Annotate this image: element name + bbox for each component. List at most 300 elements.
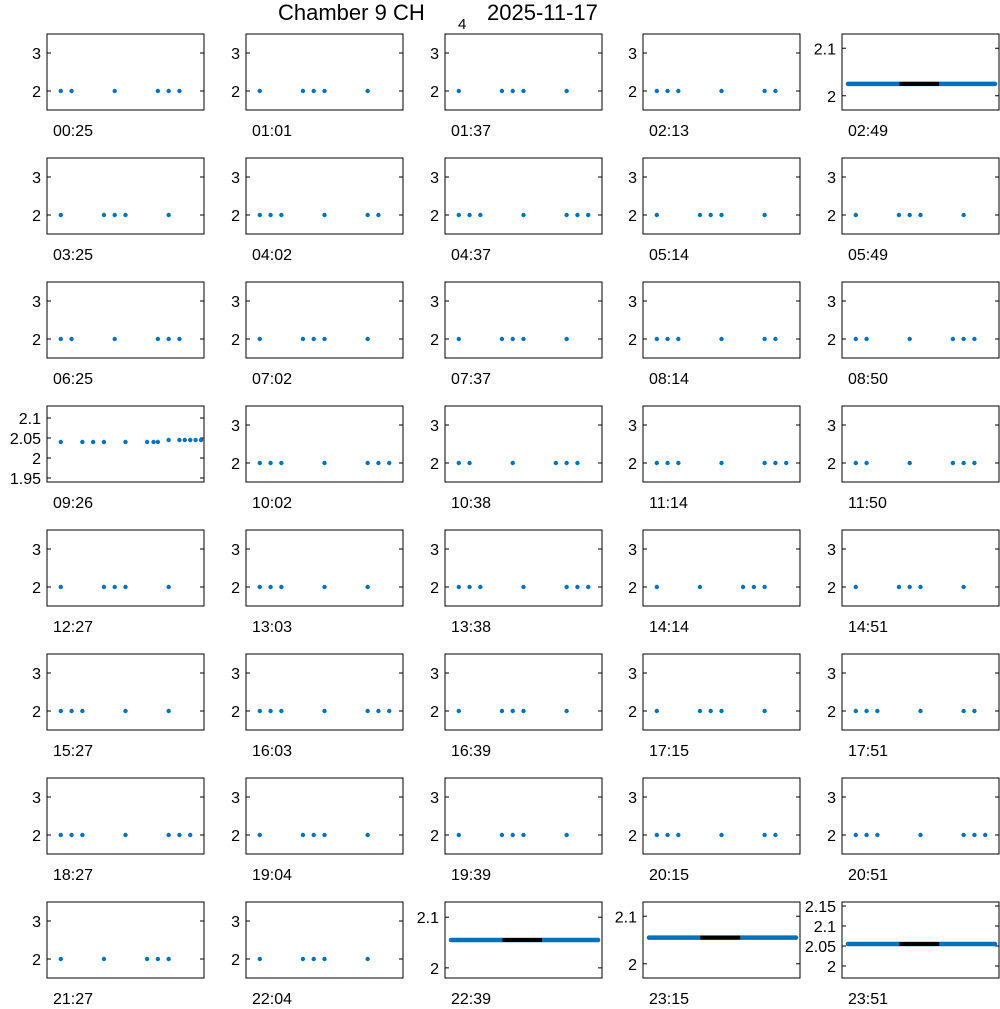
subplot-24: [628, 530, 800, 636]
data-point: [655, 461, 659, 465]
data-point: [123, 833, 127, 837]
y-tick-label: 2: [231, 828, 240, 845]
x-axis-label: 05:49: [848, 247, 889, 264]
subplot-18: [430, 406, 602, 512]
subplot-9: [628, 158, 800, 264]
y-tick-label: 3: [628, 790, 637, 807]
data-point: [312, 833, 316, 837]
data-point: [500, 89, 504, 93]
data-point: [719, 461, 723, 465]
y-tick-label: 2: [628, 580, 637, 597]
data-point: [897, 213, 901, 217]
subplot-27: [231, 654, 403, 760]
data-point: [655, 337, 659, 341]
data-point: [156, 440, 160, 444]
subplot-11: [32, 282, 204, 388]
data-point: [193, 438, 197, 442]
data-point: [762, 709, 766, 713]
subplot-31: [32, 778, 204, 884]
data-point: [312, 89, 316, 93]
y-tick-label: 3: [32, 294, 41, 311]
data-point: [258, 461, 262, 465]
data-point: [113, 89, 117, 93]
data-point: [102, 213, 106, 217]
y-tick-label: 3: [628, 294, 637, 311]
x-axis-label: 17:51: [848, 743, 889, 760]
y-tick-label: 2.1: [18, 411, 41, 428]
data-point: [586, 585, 590, 589]
data-point: [365, 833, 369, 837]
x-axis-label: 01:37: [451, 123, 492, 140]
data-point: [961, 337, 965, 341]
axes-box: [246, 158, 403, 234]
data-point: [961, 833, 965, 837]
subplot-38: [417, 902, 602, 1008]
data-point: [467, 461, 471, 465]
data-point: [457, 213, 461, 217]
y-tick-label: 2: [32, 84, 41, 101]
x-axis-label: 03:25: [53, 247, 94, 264]
data-point: [151, 440, 155, 444]
data-point: [951, 337, 955, 341]
data-point: [918, 213, 922, 217]
axes-box: [842, 282, 999, 358]
subplot-17: [231, 406, 403, 512]
subplot-23: [430, 530, 602, 636]
data-point: [80, 440, 84, 444]
y-tick-label: 3: [430, 294, 439, 311]
data-point: [322, 213, 326, 217]
axes-box: [842, 530, 999, 606]
data-point: [564, 833, 568, 837]
data-point: [854, 585, 858, 589]
data-point: [457, 585, 461, 589]
subplot-32: [231, 778, 403, 884]
y-tick-label: 3: [827, 666, 836, 683]
x-axis-label: 09:26: [53, 495, 94, 512]
y-tick-label: 2: [32, 451, 41, 468]
x-axis-label: 23:15: [649, 991, 690, 1008]
axes-box: [445, 654, 602, 730]
data-point: [575, 461, 579, 465]
y-tick-label: 3: [430, 666, 439, 683]
x-axis-label: 17:15: [649, 743, 690, 760]
y-tick-label: 2: [430, 208, 439, 225]
y-tick-label: 2: [827, 88, 836, 106]
x-axis-label: 22:04: [252, 991, 293, 1008]
data-point: [69, 337, 73, 341]
y-tick-label: 2: [827, 332, 836, 349]
data-point: [177, 89, 181, 93]
subplot-8: [430, 158, 602, 264]
data-point: [773, 833, 777, 837]
x-axis-label: 00:25: [53, 123, 94, 140]
data-point: [69, 833, 73, 837]
data-point: [166, 89, 170, 93]
subplot-14: [628, 282, 800, 388]
data-point: [762, 461, 766, 465]
subplot-22: [231, 530, 403, 636]
title-date: 2025-11-17: [487, 0, 598, 25]
subplot-16: [10, 406, 204, 512]
y-tick-label: 2: [628, 84, 637, 101]
y-tick-label: 3: [628, 46, 637, 63]
y-tick-label: 2.05: [9, 431, 41, 448]
x-axis-label: 04:02: [252, 247, 293, 264]
x-axis-label: 13:38: [451, 619, 492, 636]
data-point: [166, 957, 170, 961]
data-point: [478, 585, 482, 589]
data-point: [177, 337, 181, 341]
data-point: [951, 461, 955, 465]
data-point: [875, 833, 879, 837]
axes-box: [643, 406, 800, 482]
data-point: [676, 461, 680, 465]
data-point: [166, 213, 170, 217]
data-point: [511, 337, 515, 341]
data-point: [972, 461, 976, 465]
x-axis-label: 16:39: [451, 743, 492, 760]
data-point: [773, 89, 777, 93]
y-tick-label: 2: [827, 704, 836, 721]
data-point: [983, 833, 987, 837]
data-point: [762, 833, 766, 837]
data-point: [709, 709, 713, 713]
y-tick-label: 3: [32, 666, 41, 683]
subplot-12: [231, 282, 403, 388]
subplot-7: [231, 158, 403, 264]
data-point: [773, 337, 777, 341]
axes-box: [445, 158, 602, 234]
y-tick-label: 2: [32, 952, 41, 969]
y-tick-label: 2: [827, 456, 836, 473]
data-point: [59, 337, 63, 341]
y-tick-label: 3: [430, 790, 439, 807]
data-point: [279, 461, 283, 465]
data-point: [365, 89, 369, 93]
x-axis-label: 02:13: [649, 123, 690, 140]
data-point: [655, 585, 659, 589]
data-point: [59, 89, 63, 93]
axes-box: [246, 654, 403, 730]
y-tick-label: 3: [32, 914, 41, 931]
data-point: [177, 438, 181, 442]
data-point: [521, 709, 525, 713]
data-point: [123, 585, 127, 589]
data-point: [113, 213, 117, 217]
axes-box: [842, 406, 999, 482]
data-point: [676, 337, 680, 341]
data-point: [655, 89, 659, 93]
subplot-1: [32, 34, 204, 140]
subplot-26: [32, 654, 204, 760]
data-point: [166, 438, 170, 442]
data-point: [698, 213, 702, 217]
data-point: [199, 438, 203, 442]
y-tick-label: 3: [231, 790, 240, 807]
data-point: [741, 585, 745, 589]
y-tick-label: 3: [32, 46, 41, 63]
axes-box: [445, 530, 602, 606]
data-point: [258, 957, 262, 961]
data-point: [166, 337, 170, 341]
data-point: [91, 440, 95, 444]
subplot-36: [32, 902, 204, 1008]
x-axis-label: 12:27: [53, 619, 94, 636]
subplot-28: [430, 654, 602, 760]
x-axis-label: 07:02: [252, 371, 293, 388]
data-point: [511, 709, 515, 713]
y-tick-label: 2: [231, 332, 240, 349]
data-point: [322, 833, 326, 837]
axes-box: [246, 778, 403, 854]
y-tick-label: 3: [430, 170, 439, 187]
data-point: [467, 213, 471, 217]
data-point: [387, 461, 391, 465]
data-point: [575, 585, 579, 589]
data-point: [972, 709, 976, 713]
y-tick-label: 2: [32, 332, 41, 349]
data-point: [268, 213, 272, 217]
subplot-37: [231, 902, 403, 1008]
data-point: [123, 213, 127, 217]
data-point: [457, 89, 461, 93]
y-tick-label: 2: [628, 208, 637, 225]
data-point: [908, 337, 912, 341]
data-point: [156, 89, 160, 93]
data-point: [279, 585, 283, 589]
data-point: [918, 833, 922, 837]
data-point: [258, 833, 262, 837]
data-point: [59, 585, 63, 589]
data-point: [365, 213, 369, 217]
x-axis-label: 14:14: [649, 619, 690, 636]
data-point: [665, 833, 669, 837]
data-point: [719, 709, 723, 713]
x-axis-label: 08:50: [848, 371, 889, 388]
y-tick-label: 2: [628, 704, 637, 721]
y-tick-label: 2: [827, 208, 836, 225]
data-point: [322, 461, 326, 465]
data-point: [665, 337, 669, 341]
axes-box: [47, 902, 204, 978]
data-point: [784, 461, 788, 465]
data-point: [500, 337, 504, 341]
y-tick-label: 2: [827, 959, 836, 976]
data-point: [665, 89, 669, 93]
y-tick-label: 3: [430, 46, 439, 63]
subplot-5: [814, 34, 999, 140]
data-point: [719, 833, 723, 837]
data-point: [457, 461, 461, 465]
data-point: [511, 833, 515, 837]
data-point: [188, 438, 192, 442]
y-tick-label: 3: [827, 418, 836, 435]
data-point: [279, 709, 283, 713]
y-tick-label: 3: [32, 170, 41, 187]
y-tick-label: 2: [231, 84, 240, 101]
data-point: [918, 585, 922, 589]
subplot-13: [430, 282, 602, 388]
data-point: [521, 89, 525, 93]
y-tick-label: 3: [231, 666, 240, 683]
axes-box: [246, 34, 403, 110]
subplot-33: [430, 778, 602, 884]
data-point: [457, 337, 461, 341]
y-tick-label: 3: [827, 294, 836, 311]
y-tick-label: 3: [231, 46, 240, 63]
data-point: [322, 337, 326, 341]
data-point: [521, 833, 525, 837]
data-point: [478, 213, 482, 217]
x-axis-label: 15:27: [53, 743, 94, 760]
data-point: [762, 89, 766, 93]
axes-box: [445, 778, 602, 854]
data-point: [908, 213, 912, 217]
x-axis-label: 20:51: [848, 867, 889, 884]
y-tick-label: 2: [430, 828, 439, 845]
y-tick-label: 2.05: [804, 939, 836, 956]
data-point: [301, 957, 305, 961]
data-point: [554, 461, 558, 465]
y-tick-label: 2: [628, 956, 637, 974]
y-tick-label: 2: [430, 580, 439, 597]
data-point: [500, 709, 504, 713]
data-point: [102, 440, 106, 444]
data-point: [365, 337, 369, 341]
data-point: [521, 337, 525, 341]
axes-box: [643, 654, 800, 730]
data-point: [500, 833, 504, 837]
data-point: [59, 833, 63, 837]
y-tick-label: 3: [430, 418, 439, 435]
data-point: [564, 709, 568, 713]
subplot-10: [827, 158, 999, 264]
x-axis-label: 13:03: [252, 619, 293, 636]
y-tick-label: 2: [430, 704, 439, 721]
axes-box: [246, 406, 403, 482]
y-tick-label: 2: [628, 456, 637, 473]
data-point: [387, 709, 391, 713]
x-axis-label: 20:15: [649, 867, 690, 884]
subplot-2: [231, 34, 403, 140]
data-point: [188, 833, 192, 837]
data-point: [166, 585, 170, 589]
data-point: [676, 833, 680, 837]
data-point: [123, 709, 127, 713]
y-tick-label: 3: [827, 542, 836, 559]
subplot-4: [628, 34, 800, 140]
y-tick-label: 2: [32, 828, 41, 845]
data-point: [709, 213, 713, 217]
y-tick-label: 2: [827, 580, 836, 597]
y-tick-label: 3: [231, 294, 240, 311]
y-tick-label: 2: [231, 580, 240, 597]
axes-box: [842, 902, 999, 978]
y-tick-label: 2: [827, 828, 836, 845]
data-point: [762, 213, 766, 217]
y-tick-label: 3: [231, 542, 240, 559]
data-point: [123, 440, 127, 444]
data-point: [719, 337, 723, 341]
data-point: [69, 709, 73, 713]
y-tick-label: 2: [628, 332, 637, 349]
data-point: [301, 833, 305, 837]
x-axis-label: 08:14: [649, 371, 690, 388]
data-point: [719, 89, 723, 93]
subplot-6: [32, 158, 204, 264]
subplot-39: [615, 902, 800, 1008]
y-tick-label: 2: [430, 84, 439, 101]
x-axis-label: 11:50: [848, 495, 887, 512]
x-axis-label: 14:51: [848, 619, 889, 636]
data-point: [961, 461, 965, 465]
title-subscript: 4: [458, 16, 467, 33]
y-tick-label: 2: [32, 704, 41, 721]
data-point: [145, 957, 149, 961]
data-point: [972, 833, 976, 837]
axes-box: [445, 406, 602, 482]
axes-box: [246, 530, 403, 606]
data-point: [972, 337, 976, 341]
data-point: [376, 461, 380, 465]
data-point: [762, 585, 766, 589]
data-point: [312, 957, 316, 961]
y-tick-label: 2: [430, 456, 439, 473]
subplot-19: [628, 406, 800, 512]
data-point: [564, 337, 568, 341]
data-point: [69, 89, 73, 93]
y-tick-label: 3: [827, 790, 836, 807]
subplot-34: [628, 778, 800, 884]
data-point: [762, 337, 766, 341]
data-point: [854, 709, 858, 713]
data-point: [322, 957, 326, 961]
data-point: [564, 585, 568, 589]
y-tick-label: 2.1: [813, 919, 836, 936]
data-point: [854, 213, 858, 217]
data-point: [268, 461, 272, 465]
x-axis-label: 05:14: [649, 247, 690, 264]
data-point: [156, 337, 160, 341]
y-tick-label: 2: [32, 208, 41, 225]
data-point: [564, 461, 568, 465]
data-point: [279, 213, 283, 217]
data-point: [322, 709, 326, 713]
x-axis-label: 23:51: [848, 991, 889, 1008]
y-tick-label: 3: [32, 542, 41, 559]
y-tick-label: 2.1: [813, 41, 836, 59]
data-point: [854, 833, 858, 837]
y-tick-label: 3: [628, 170, 637, 187]
data-point: [854, 461, 858, 465]
data-point: [511, 461, 515, 465]
axes-box: [47, 778, 204, 854]
data-point: [521, 585, 525, 589]
data-point: [586, 213, 590, 217]
data-point: [301, 337, 305, 341]
data-point: [177, 833, 181, 837]
data-point: [322, 89, 326, 93]
data-point: [908, 461, 912, 465]
y-tick-label: 3: [231, 914, 240, 931]
axes-box: [445, 282, 602, 358]
y-tick-label: 3: [827, 170, 836, 187]
data-point: [376, 709, 380, 713]
data-point: [166, 709, 170, 713]
subplot-20: [827, 406, 999, 512]
x-axis-label: 22:39: [451, 991, 492, 1008]
